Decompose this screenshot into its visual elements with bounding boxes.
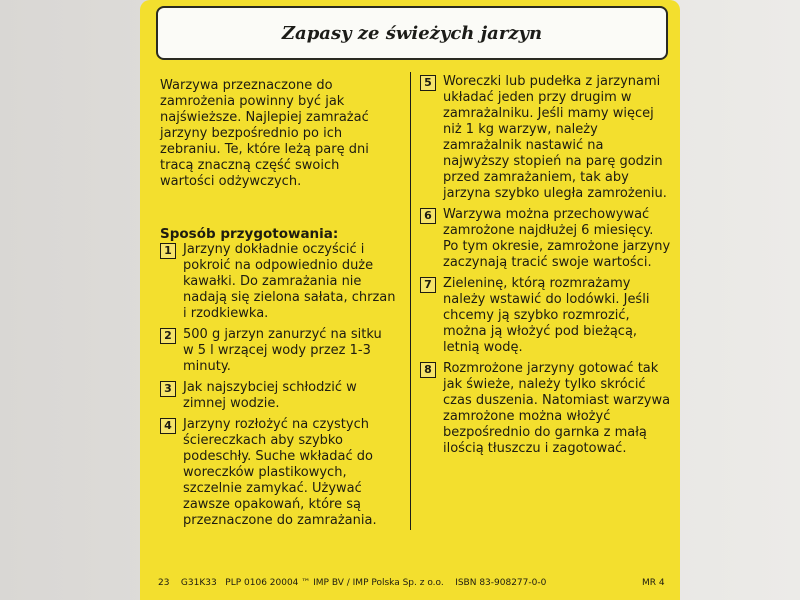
column-divider (410, 72, 411, 530)
step-number-box: 8 (420, 362, 436, 378)
intro-paragraph: Warzywa przeznaczone do zamrożenia powinny być jak najświeższe. Najlepiej zamrażać jarzyny bezpośrednio po ich zebraniu. Te, które leżą parę dni tracą znaczną część swoich wartości odżywczych. (160, 78, 369, 189)
step-number-box: 1 (160, 243, 176, 259)
step-2 (160, 327, 396, 375)
footer-line (158, 578, 546, 588)
step-number-box: 7 (420, 277, 436, 293)
step-text: Jak najszybciej schłodzić w zimnej wodzie. (183, 380, 357, 411)
step-text: Jarzyny rozłożyć na czystych ściereczkach aby szybko podeschły. Suche wkładać do woreczków plastikowych, szczelnie zamykać. Używać zawsze opakowań, które są przeznaczone do zamrażania. (183, 417, 377, 528)
step-5 (420, 74, 672, 202)
step-text: Rozmrożone jarzyny gotować tak jak świeże, należy tylko skrócić czas duszenia. Natomiast warzywa zamrożone można włożyć bezpośrednio do garnka z małą ilością tłuszczu i zagotować. (443, 361, 671, 456)
page-number: 23 (158, 578, 170, 588)
right-column (420, 74, 672, 462)
section-heading: Sposób przygotowania: (160, 226, 339, 242)
step-number-box: 5 (420, 75, 436, 91)
step-text: Warzywa można przechowywać zamrożone najdłużej 6 miesięcy. Po tym okresie, zamrożone jarzyny zaczynają tracić swoje wartości. (443, 207, 671, 270)
step-4 (160, 417, 396, 529)
step-number-box: 4 (160, 418, 176, 434)
product-code: G31K33 (180, 578, 217, 588)
step-1 (160, 242, 396, 322)
publisher-info: PLP 0106 20004 ™ IMP BV / IMP Polska Sp. z o.o. (225, 578, 444, 588)
recipe-card (140, 0, 680, 600)
step-text: Woreczki lub pudełka z jarzynami układać jeden przy drugim w zamrażalniku. Jeśli mamy więcej niż 1 kg warzyw, należy zamrażalnik nastawić na najwyższy stopień na parę godzin przed zamrażaniem, tak aby jarzyna szybko uległa zamrożeniu. (443, 74, 667, 201)
card-title: Zapasy ze świeżych jarzyn (281, 22, 543, 44)
step-text: Zieleninę, którą rozmrażamy należy wstawić do lodówki. Jeśli chcemy ją szybko rozmrozić, można ją włożyć pod bieżącą, letnią wodę. (443, 276, 650, 355)
step-number-box: 2 (160, 328, 176, 344)
mr-label: MR 4 (642, 578, 665, 588)
title-box (156, 6, 668, 60)
step-text: Jarzyny dokładnie oczyścić i pokroić na odpowiednio duże kawałki. Do zamrażania nie nadają się zielona sałata, chrzan i rzodkiewka. (183, 242, 396, 321)
step-text: 500 g jarzyn zanurzyć na sitku w 5 l wrzącej wody przez 1-3 minuty. (183, 327, 382, 374)
step-3 (160, 380, 396, 412)
step-7 (420, 276, 672, 356)
isbn: ISBN 83-908277-0-0 (455, 578, 547, 588)
step-number-box: 6 (420, 208, 436, 224)
step-8 (420, 361, 672, 457)
step-number-box: 3 (160, 381, 176, 397)
step-6 (420, 207, 672, 271)
left-column (160, 78, 396, 534)
